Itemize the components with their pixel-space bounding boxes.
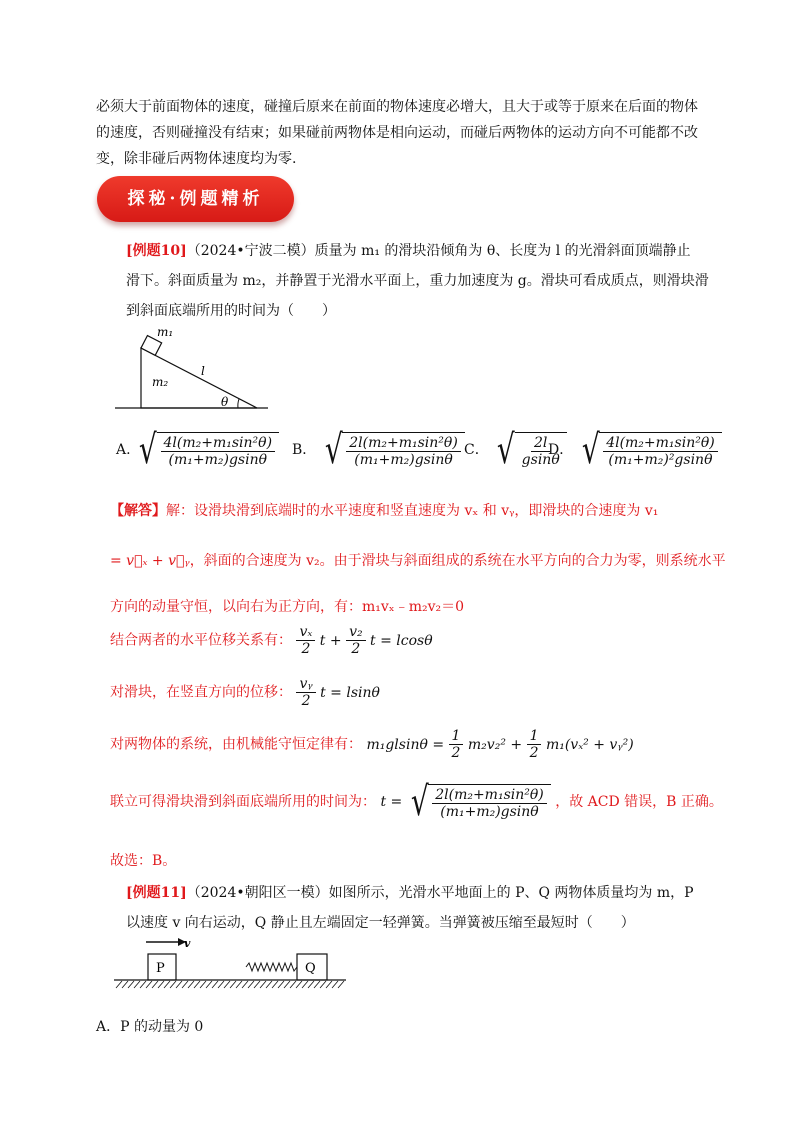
angle-label: θ	[221, 395, 229, 409]
answer-line-6: 对两物体的系统，由机械能守恒定律有： m₁glsinθ = $\frac{1}{2}$ m₂v₂² + $\frac{1}{2}$ m₁(vₓ² + vᵧ²)	[110, 728, 634, 762]
block-label: m₁	[157, 325, 174, 339]
intro-line-2: 的速度，否则碰撞没有结束；如果碰前两物体是相向运动，而碰后两物体的运动方向不可能都不改	[96, 125, 698, 141]
option-b[interactable]: B． √ $\frac{\text{2l(m₂+m₁sin²θ)}}{\text{(m₁+m₂)gsinθ}}$	[292, 430, 465, 470]
example10-label: [例题10]	[126, 243, 187, 259]
answer-label: 【解答】	[110, 503, 166, 519]
example11-label: [例题11]	[126, 885, 187, 901]
answer-line-1: 【解答】解：设滑块滑到底端时的水平速度和竖直速度为 vₓ 和 vᵧ，即滑块的合速度为 v₁	[110, 503, 659, 519]
example11-line-1: [例题11]（2024•朝阳区一模）如图所示，光滑水平地面上的 P、Q 两物体质量均为 m，P	[126, 885, 694, 901]
option-a[interactable]: A. √ $\frac{\text{4l(m₂+m₁sin²θ)}}{\text{(m₁+m₂)gsinθ}}$	[116, 430, 279, 470]
spring	[246, 963, 297, 971]
section-banner: 探秘·例题精析	[97, 176, 294, 222]
answer-line-2: = v⃗ₓ + v⃗ᵧ，斜面的合速度为 v₂。由于滑块与斜面组成的系统在水平方向的合力为零，则系统水平	[110, 553, 726, 569]
answer-line-4: 结合两者的水平位移关系有： $\frac{\text{vₓ}}{2}$ t + $\frac{\text{v₂}}{2}$ t = lcosθ	[110, 624, 433, 658]
example10-line-3: 到斜面底端所用的时间为（ ）	[126, 303, 336, 319]
example11-line-2: 以速度 v 向右运动，Q 静止且左端固定一轻弹簧。当弹簧被压缩至最短时（ ）	[126, 915, 635, 931]
example10-line-1	[126, 240, 691, 260]
incline-figure	[110, 322, 270, 416]
answer-line-3: 方向的动量守恒，以向右为正方向，有：m₁vₓ﹣m₂v₂＝0	[110, 599, 465, 615]
ground-hatching	[116, 981, 344, 988]
angle-arc	[238, 399, 239, 408]
example11-option-a[interactable]: A．P 的动量为 0	[96, 1019, 204, 1035]
wedge-label: m₂	[152, 375, 169, 389]
velocity-label: v	[184, 937, 191, 950]
answer-line-7: 联立可得滑块滑到斜面底端所用的时间为： t = √ $\frac{\text{2l(m₂+m₁sin²θ)}}{\text{(m₁+m₂)gsinθ}}$ ，故 ACD 错误，B 正确。	[110, 779, 723, 825]
example10-text-1: （2024•宁波二模）质量为 m₁ 的滑块沿倾角为 θ、长度为 l 的光滑斜面顶端静止	[186, 243, 691, 259]
length-label: l	[201, 364, 205, 378]
intro-line-1: 必须大于前面物体的速度，碰撞后原来在前面的物体速度必增大，且大于或等于原来在后面的物体	[96, 99, 698, 115]
block-p-label: P	[156, 961, 165, 976]
intro-line-3: 变，除非碰后两物体速度均为零.	[96, 151, 297, 167]
answer-line-5: 对滑块，在竖直方向的位移： $\frac{\text{vᵧ}}{2}$ t = lsinθ	[110, 676, 380, 710]
block-q-label: Q	[305, 961, 316, 976]
option-d[interactable]: D． √ $\frac{\text{4l(m₂+m₁sin²θ)}}{\text{(m₁+m₂)²gsinθ}}$	[548, 430, 722, 470]
option-c[interactable]: C． √ $\frac{2l}{gsin\theta}$	[464, 430, 567, 470]
example10-line-2: 滑下。斜面质量为 m₂，并静置于光滑水平面上，重力加速度为 g。滑块可看成质点，则滑块滑	[126, 273, 709, 289]
answer-choice: 故选：B。	[110, 853, 177, 869]
spring-figure	[112, 934, 352, 992]
